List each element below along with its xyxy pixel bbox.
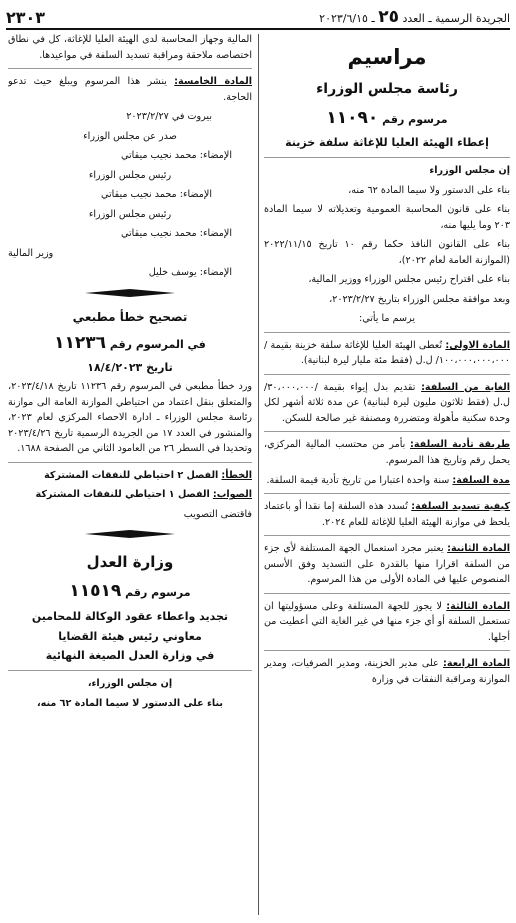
article-3-label: المادة الثالثة: [446,600,510,612]
wrong-text: الفصل ٢ احتياطي للنفقات المشتركة [44,469,219,481]
role-4: وزير المالية [8,247,54,259]
article-1 [264,338,510,369]
recital: بناء على القانون النافذ حكما رقم ١٠ تاريخ ٢٠٢٢/١١/١٥ (الموازنة العامة لعام ٢٠٢٢)، [264,239,510,266]
decree2-subject-2: معاوني رئيس هيئة القضايا [58,629,202,643]
purpose-text: تقديم بدل إيواء بقيمة /٣٠،٠٠٠،٠٠٠/ ل.ل (فقط ثلاثون مليون ليرة لبنانية) عن مدة ثلاثة أشهر لكل وحدة سكنية مأهولة ومتضررة ومصنفة غير صالحة للسكن. [264,381,510,424]
erratum-title: تصحيح خطأ مطبعي [72,310,188,325]
article-2-label: المادة الثانية: [447,543,510,555]
decree-heading [264,105,510,133]
article-3-text: لا يجوز للجهة المستلفة وعلى مسؤوليتها ان تستعمل السلفة أو أي جزء منها في غير الغاية التي أعطيت من أجلها. [264,600,510,643]
signature-3: الإمضاء: محمد نجيب ميقاتي [121,228,232,240]
duration-text: سنة واحدة اعتبارا من تاريخ تأدية قيمة السلفة. [266,474,450,486]
duration-label: مدة السلفة: [452,474,510,486]
decrees-line: يرسم ما يأتي: [358,313,416,325]
divider [264,157,510,158]
decree-number: ١١٠٩٠ [326,107,379,128]
decree2-issuer: إن مجلس الوزراء، [87,678,173,690]
erratum-body: ورد خطأ مطبعي في المرسوم رقم ١١٢٣٦ تاريخ ٢٠٢٣/٤/١٨، والمتعلق بنقل اعتماد من احتياطي الموازنة العامة الى موازنة رئاسة مجلس الوزراء ـ ادارة الاحصاء المركزي لعام ٢٠٢٣، والمنشور في العدد ١٧ من الجريدة الرسمية تاريخ ٢٠٢٣/٤/٢٦ وتحديدا في السطر ٢٦ من العامود الثاني من الصفحة ١٦٨٨. [8,381,252,455]
erratum-right [8,487,252,503]
divider [264,593,510,594]
repay-clause [264,499,510,530]
column-divider [258,34,259,915]
divider [8,462,252,463]
article-2 [264,541,510,588]
page-number: ٢٣٠٣ [6,7,46,27]
erratum-ref [8,330,252,358]
erratum-date: تاريخ ١٨/٤/٢٠٢٣ [87,361,173,375]
signature-2: الإمضاء: محمد نجيب ميقاتي [101,189,212,201]
section-title: مراسيم [347,45,427,69]
repay-text: تُسدد هذه السلفة إما نقدا أو باعتماد يلحظ في موازنة الهيئة العليا للإغاثة للعام ٢٠٢٤. [264,501,510,528]
article-4-text: على مدير الخزينة، ومدير الصرفيات، ومدير الموازنة ومراقبة النفقات في وزارة [264,658,510,685]
article-5-label: المادة الخامسة: [174,76,252,88]
right-label: الصواب: [212,489,252,501]
page-header [6,6,510,30]
place-date: بيروت في ٢٠٢٣/٢/٢٧ [126,111,212,123]
ornament-divider [8,287,252,303]
issue-number: ٢٥ [378,7,399,27]
right-column [264,32,510,917]
divider [8,670,252,671]
article-1-text: تُعطى الهيئة العليا للإغاثة سلفة خزينة بقيمة /١٠٠،٠٠٠،٠٠٠،٠٠٠/ ل.ل (فقط مئة مليار ليرة لبنانية). [264,339,510,367]
divider [264,535,510,536]
recital: بناء على قانون المحاسبة العمومية وتعديلاته لا سيما المادة ٢٠٣ وما يليها منه، [264,204,510,231]
ornament-icon [85,289,175,297]
fix-note: فاقتضى التصويب [183,508,252,520]
issue-date: ـ ٢٠٢٣/٦/١٥ [319,12,375,25]
divider [264,374,510,375]
signature-1: الإمضاء: محمد نجيب ميقاتي [121,150,232,162]
decree2-heading [8,578,252,606]
erratum-ref-number: ١١٢٣٦ [54,332,106,353]
ornament-icon [85,530,175,538]
decree2-number: ١١٥١٩ [69,581,122,602]
authority-title: رئاسة مجلس الوزراء [316,81,458,98]
divider [264,650,510,651]
method-text: بأمر من محتسب المالية المركزي، يحمل رقم وتاريخ هذا المرسوم. [264,439,510,466]
issuer-line: إن مجلس الوزراء [429,165,510,177]
signature-4: الإمضاء: يوسف خليل [148,267,232,279]
left-column [8,32,252,917]
gazette-issue-line [319,7,510,27]
divider [264,493,510,494]
right-text: الفصل ١ احتياطي للنفقات المشتركة [35,489,210,501]
method-label: طريقة تأدية السلفة: [410,439,510,451]
decree2-label: مرسوم رقم [125,586,191,600]
repay-label: كيفية تسديد السلفة: [411,501,510,513]
article-2-text: يعتبر مجرد استعمال الجهة المستلفة لأي جزء من السلفة اقرارا منها بالقدرة على التسديد وفق الأسس المنصوص عليها في المادة الأولى من هذا المرسوم. [264,543,510,586]
decree2-subject-1: تجديد واعطاء عقود الوكالة للمحامين [31,609,229,623]
article-5-text: ينشر هذا المرسوم ويبلغ حيث تدعو الحاجة. [8,76,252,103]
article-1-label: المادة الاولى: [445,339,510,351]
decree2-subject-3: في وزارة العدل الصيغة النهائية [45,649,215,663]
wrong-label: الخطأ: [221,469,252,481]
duration-clause [264,473,510,489]
ministry-title: وزارة العدل [86,553,174,571]
gazette-name: الجريدة الرسمية ـ العدد [402,12,510,25]
divider [264,431,510,432]
recital: وبعد موافقة مجلس الوزراء بتاريخ ٢٠٢٣/٢/٢٧، [329,293,510,305]
article-5 [8,74,252,105]
decree-label: مرسوم رقم [382,112,448,126]
divider [264,332,510,333]
erratum-wrong [8,468,252,484]
role-3: رئيس مجلس الوزراء [88,208,172,220]
method-clause [264,437,510,468]
erratum-ref-prefix: في المرسوم رقم [109,337,206,351]
recital: بناء على الدستور ولا سيما المادة ٦٢ منه، [348,184,510,196]
purpose-clause [264,380,510,427]
ornament-divider [8,528,252,544]
article-4-continued: المالية وجهاز المحاسبة لدى الهيئة العليا للإغاثة، كل في نطاق اختصاصه ملاحقة ومراقبة تسديد السلفة في مواعيدها. [8,34,252,61]
article-4 [264,656,510,687]
divider [8,68,252,69]
role-2: رئيس مجلس الوزراء [88,169,172,181]
decree-subject: إعطاء الهيئة العليا للإغاثة سلفة خزينة [285,136,489,150]
article-4-label: المادة الرابعة: [443,658,510,670]
issued-by: صدر عن مجلس الوزراء [83,130,177,142]
decree2-recital: بناء على الدستور لا سيما المادة ٦٢ منه، [37,697,223,709]
recital: بناء على اقتراح رئيس مجلس الوزراء ووزير المالية، [308,274,510,286]
purpose-label: الغاية من السلفة: [421,381,510,393]
article-3 [264,599,510,646]
